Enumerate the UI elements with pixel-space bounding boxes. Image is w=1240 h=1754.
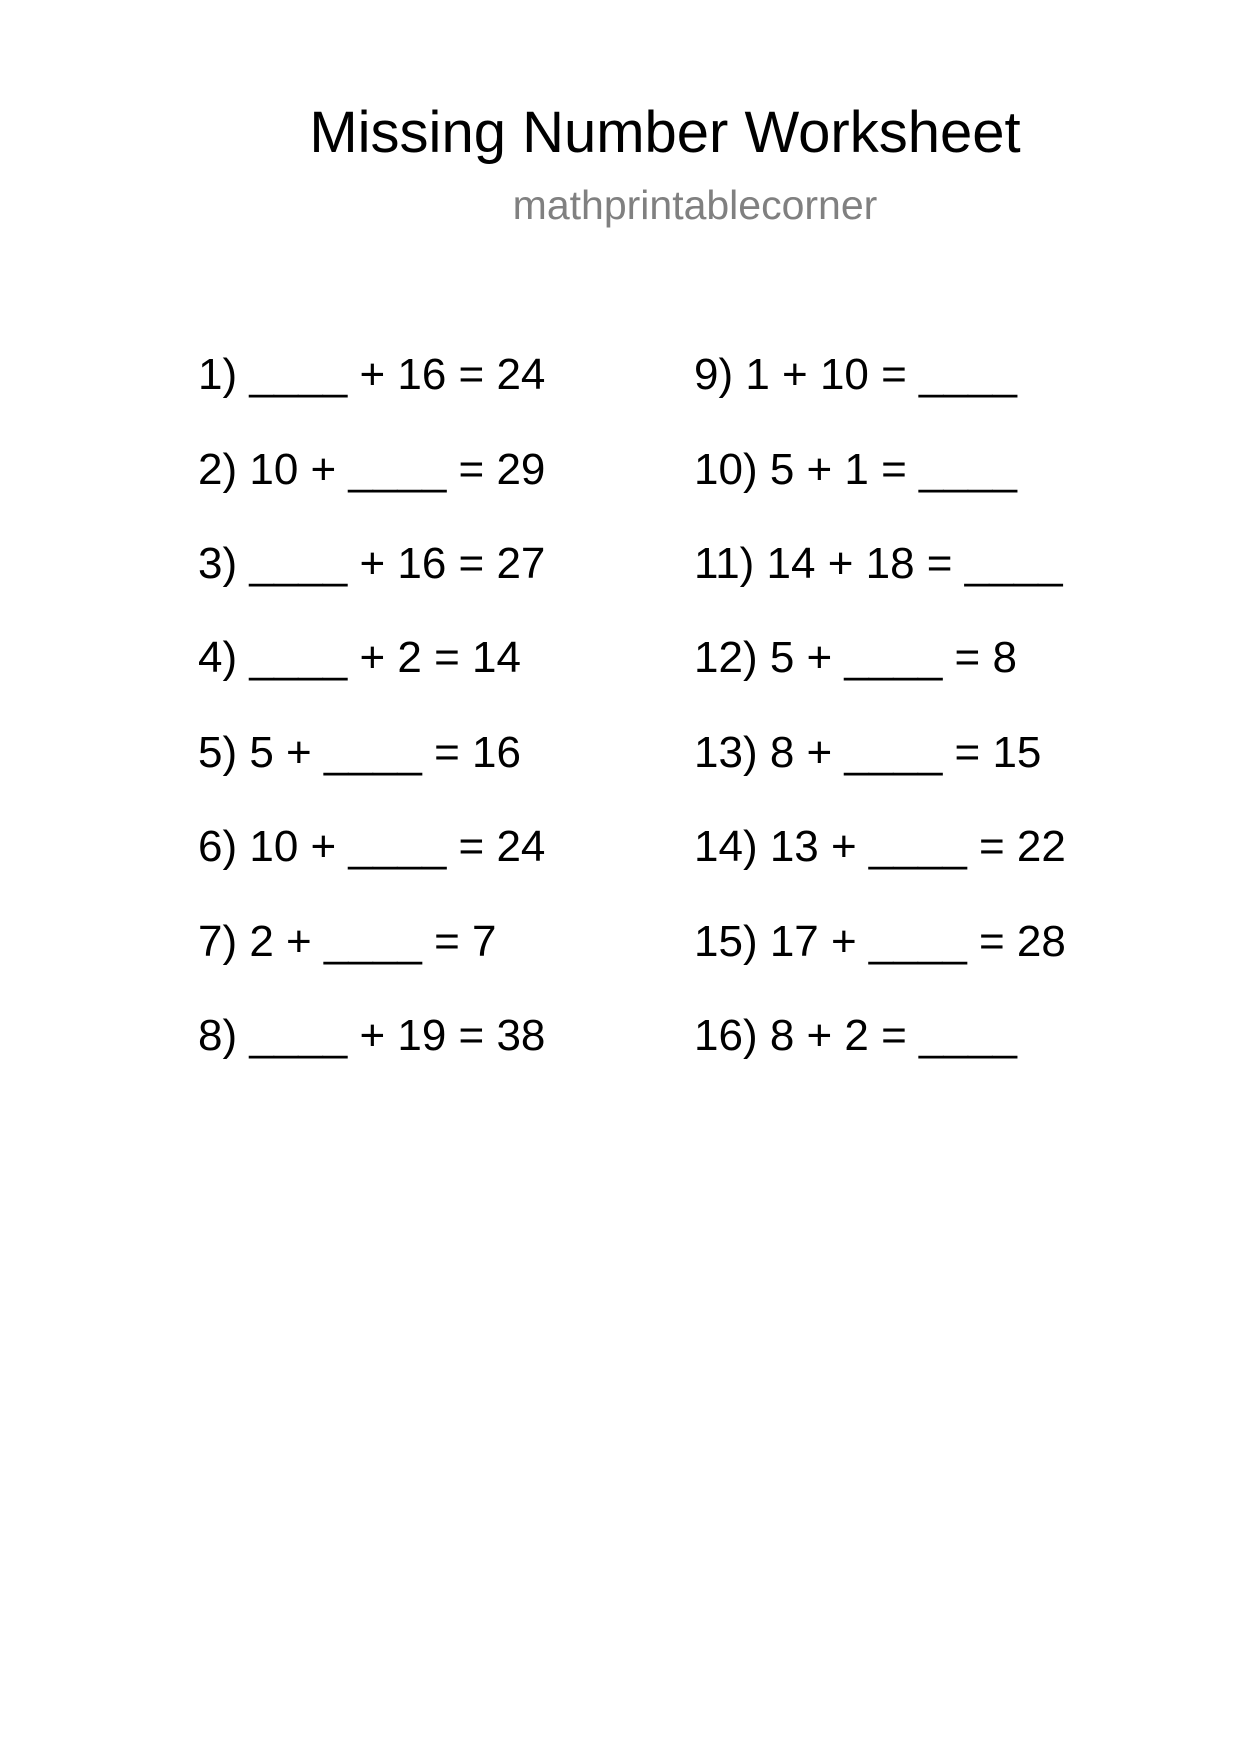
worksheet-subtitle: mathprintablecorner — [512, 182, 878, 228]
problem-5: 5) 5 + ____ = 16 — [198, 728, 521, 777]
problem-3: 3) ____ + 16 = 27 — [198, 539, 546, 588]
problem-7: 7) 2 + ____ = 7 — [198, 917, 497, 966]
problem-9: 9) 1 + 10 = ____ — [694, 350, 1017, 399]
problem-16: 16) 8 + 2 = ____ — [694, 1011, 1017, 1060]
problem-6: 6) 10 + ____ = 24 — [198, 822, 546, 871]
problem-10: 10) 5 + 1 = ____ — [694, 445, 1017, 494]
problem-8: 8) ____ + 19 = 38 — [198, 1011, 546, 1060]
problem-12: 12) 5 + ____ = 8 — [694, 633, 1017, 682]
worksheet-title: Missing Number Worksheet — [309, 100, 1021, 165]
problem-4: 4) ____ + 2 = 14 — [198, 633, 521, 682]
problem-14: 14) 13 + ____ = 22 — [694, 822, 1066, 871]
problem-11: 11) 14 + 18 = ____ — [694, 539, 1063, 588]
problem-2: 2) 10 + ____ = 29 — [198, 445, 546, 494]
problem-15: 15) 17 + ____ = 28 — [694, 917, 1066, 966]
problem-1: 1) ____ + 16 = 24 — [198, 350, 546, 399]
problem-13: 13) 8 + ____ = 15 — [694, 728, 1042, 777]
